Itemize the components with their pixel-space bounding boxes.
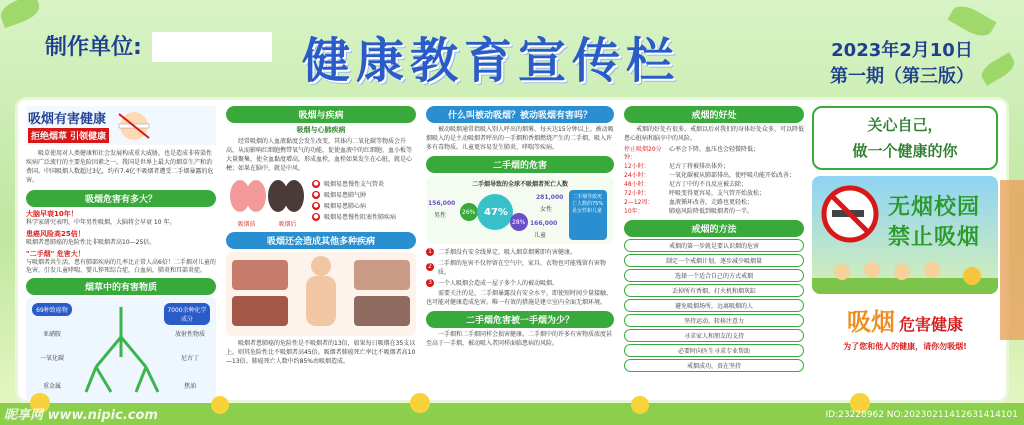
- column-secondhand: [426, 106, 614, 394]
- column-quitting: [624, 106, 804, 394]
- bullet-icon: ●: [313, 201, 319, 209]
- list-item: 戒烟的第一步就是要认识烟的危害: [624, 239, 804, 252]
- list-item: 2—12周： 血液循环改善，走路也更轻松；: [624, 199, 754, 206]
- bullet-icon: 1: [426, 248, 434, 256]
- column-harm: [26, 106, 216, 394]
- stat-label-female: 女性: [540, 206, 553, 213]
- lung-comparison: [226, 177, 308, 228]
- no-smoking-hand-icon: [113, 110, 155, 142]
- heart-lung-text: 经常吸烟的人血液黏度会发生改变，其体内二氧化碳等物质会升高，从而影响红细胞携带氧气的功能，促使血液中的红细胞、血小板等大量聚集，使全血黏度增高，形成血栓，血栓如果发生在心脏，就是心梗；如果在脑中，就是中风。: [226, 138, 413, 172]
- substance-label: 一氧化碳: [39, 355, 64, 362]
- list-item: [26, 230, 216, 247]
- bottom-slogan-big: 吸烟: [846, 308, 895, 336]
- intro-text: 吸草使用对人类健康和社会发展构成重大威胁，也是造成非传染性疾病广泛流行的主要危险因素之一。我国是世界上最大的烟草生产和消费国。中国吸烟人数超过3亿，约有7.4亿不吸烟者遭受二手烟暴露的危害。: [26, 150, 214, 184]
- lung-cancer-text: 吸烟者患肺癌的危险性是不吸烟者的13倍，如果每日吸烟在35支以上，则其危险性比不吸烟者高45倍。吸烟者肺癌死亡率比不吸烟者高10—13倍。肺癌死亡人数中约85%由吸烟造成。: [226, 340, 416, 365]
- no-smoking-banner: [812, 176, 998, 294]
- list-item: [26, 250, 216, 275]
- bullet-icon: ●: [313, 179, 319, 187]
- list-item: 10年： 肺癌风险降低到吸烟者的一半。: [624, 208, 754, 215]
- quit-benefits-text: 戒烟的好处有很多，戒烟以后对我们的身体好处众多，可以降低患心脏病和脑卒中的风险。: [624, 126, 805, 142]
- disease-heading: 吸烟与疾病: [226, 106, 416, 123]
- passive-smoking-text: 被动吸烟通常指吸入别人呼出的烟雾，每天达15分钟以上。被动吸烟吸入的是主动吸烟者呼出的一手烟和香烟燃烧产生的二手烟，吸入许多有毒物质。儿童更容易发生肺炎、哮喘等疾病。: [426, 126, 614, 151]
- safety-text: 需要关注的是，二手烟暴露没有安全水平，即使短时间少量接触，也可能对健康造成危害。唯一有效的措施是建立室内全面无烟环境。: [426, 290, 613, 306]
- firsthand-heading: 二手烟危害被一手烟为少？: [426, 311, 614, 328]
- stat-value-children: 166,000: [530, 220, 558, 227]
- secondhand-stats: [426, 176, 614, 244]
- stat-value-male: 156,000: [428, 200, 456, 207]
- slogan-line-1: 关心自己，: [867, 116, 943, 134]
- slogan-box: [812, 106, 998, 170]
- secondhand-items: [426, 247, 614, 287]
- bullet-icon: ●: [313, 212, 319, 220]
- list-item: 选择一个适合自己的方式戒烟: [624, 269, 804, 282]
- page-title: 健康教育宣传栏: [302, 33, 681, 89]
- leaf-decoration: [947, 0, 996, 41]
- secondhand-harm-heading: 二手烟的危害: [426, 156, 614, 173]
- harm-item-title: 大脑早衰10年！: [26, 210, 78, 218]
- substance-label: 放射性物质: [174, 331, 205, 338]
- list-item: ● 吸烟易患慢性支气管炎: [313, 179, 385, 188]
- stat-label-children: 儿童: [534, 232, 547, 239]
- banner-line-1: 无烟校园: [888, 195, 981, 220]
- org-label: 制作单位:: [45, 35, 142, 60]
- harm-list: [26, 210, 216, 275]
- harm-item-title: 患癌风险高25倍！: [26, 230, 85, 238]
- pct-47: 47%: [484, 207, 508, 218]
- substances-heading: 烟草中的有害物质: [26, 278, 216, 295]
- issue-info: [830, 38, 974, 90]
- issue-number: 第一期（第三版）: [830, 66, 974, 87]
- quit-timeline: [624, 146, 804, 216]
- hero-title: 吸烟有害健康 拒绝烟草 引领健康: [28, 108, 109, 143]
- list-item: 坚持运动，转移注意力: [624, 314, 804, 327]
- bottom-slogan-rest: 危害健康: [898, 315, 963, 334]
- harm-item-desc: 科学家研究表明，中年男性吸烟，大脑将会早衰 10 年。: [26, 219, 176, 226]
- list-item: 丢掉所有香烟、打火机和烟灰缸: [624, 284, 804, 297]
- list-item: 避免吸烟场所，远离吸烟的人: [624, 299, 804, 312]
- bottom-slogan-sub: 为了您和他人的健康，请你勿吸烟!: [843, 342, 967, 351]
- bullet-icon: ●: [313, 190, 319, 198]
- lung-after-label: 吸烟后: [278, 221, 297, 228]
- list-item: [26, 210, 216, 227]
- bullet-icon: 3: [426, 279, 434, 287]
- column-slogan: [812, 106, 998, 394]
- list-item: 72小时： 呼吸变得更容易，支气管开始放松；: [624, 190, 766, 197]
- watermark-left: 昵享网 www.nipic.com: [4, 408, 158, 423]
- bottom-slogan: [812, 302, 998, 352]
- stat-label-male: 男性: [434, 212, 447, 219]
- list-item: 3 一个人吸烟会造成一屋子多个人的被动吸烟。: [426, 278, 614, 287]
- substance-label: 亚硝胺: [42, 331, 61, 338]
- list-item: ● 吸烟易患肺心病: [313, 201, 367, 210]
- list-item: ● 吸烟易患肺气肿: [313, 190, 367, 199]
- substance-label: 7000余种化学成分: [164, 303, 210, 325]
- substance-label: 焦油: [183, 383, 196, 390]
- stats-title: 二手烟导致的全球不吸烟者死亡人数: [471, 181, 568, 188]
- list-item: 1 二手烟没有安全线界定，吸入烟草烟雾即有害健康。: [426, 247, 614, 256]
- children-flowers-icon: [812, 258, 998, 294]
- quit-methods-list: [624, 239, 804, 372]
- banner-line-2: 禁止吸烟: [888, 225, 981, 250]
- leaf-decoration: [978, 52, 1018, 86]
- list-item: 制定一个戒烟计划，逐步减少吸烟量: [624, 254, 804, 267]
- passive-smoking-heading: 什么叫被动吸烟？被动吸烟有害吗？: [426, 106, 614, 123]
- firsthand-text: 一手烟和二手烟同样会损害健康。二手烟中的许多有害物质浓度甚至高于一手烟，被动吸入者同样面临患病的风险。: [426, 331, 613, 347]
- stat-value-female: 281,000: [536, 194, 564, 201]
- bullet-icon: 2: [428, 263, 432, 270]
- list-item: 48小时： 尼古丁中的不良反应被去除；: [624, 181, 748, 188]
- building-decoration: [1000, 180, 1024, 340]
- pct-note: 二手烟导致死亡人数的75%是女性和儿童: [572, 194, 604, 214]
- column-disease: [226, 106, 416, 394]
- list-item: 2 二手烟的危害不仅停留在空气中，家具、衣物也可能残留有害物质。: [428, 260, 606, 276]
- lungs-icon: [226, 177, 308, 215]
- hero-subtitle: 拒绝烟草 引领健康: [28, 128, 109, 143]
- harm-item-desc: 吸烟者患肺癌的危险性比非吸烟者高10—25倍。: [26, 239, 156, 246]
- body-organs-icon: [226, 252, 416, 336]
- list-item: 24小时： 一氧化碳被从肺部排出，使呼吸功能开始改善；: [624, 172, 796, 179]
- disease-list: [312, 177, 416, 228]
- heart-lung-subheading: 吸烟与心肺疾病: [296, 126, 346, 134]
- no-smoking-sign-icon: [820, 184, 880, 244]
- list-item: 戒烟成功，贵在坚持: [624, 359, 804, 372]
- harm-item-desc: 与吸烟者共生活，患有肺部疾病的几率比正常人高6倍！二手烟对儿童的危害，引发儿童哮喘、婴儿猝死综合症，白血病，肺炎和耳部炎症。: [26, 259, 216, 274]
- harm-heading: 吸烟危害有多大？: [26, 190, 216, 207]
- lung-before-label: 吸烟前: [237, 221, 256, 228]
- org-name-blank: [152, 32, 272, 62]
- list-item: ● 吸烟易患慢性阻塞性肺疾病: [313, 212, 397, 221]
- list-item: 寻求家人和朋友的支持: [624, 329, 804, 342]
- bulletin-board: [18, 100, 1006, 400]
- substance-label: 69种致癌物: [32, 303, 72, 316]
- substance-label: 重金属: [42, 383, 61, 390]
- list-item: 12小时： 尼古丁将被排出体外；: [624, 163, 730, 170]
- slogan-line-2: 做一个健康的你: [852, 142, 958, 160]
- quit-benefits-heading: 戒烟的好处: [624, 106, 804, 123]
- harm-item-title: "二手烟" 危害大！: [26, 250, 85, 258]
- body-organs-diagram: [226, 252, 416, 336]
- other-diseases-heading: 吸烟还会造成其他多种疾病: [226, 232, 416, 249]
- pct-28: 28%: [512, 219, 526, 226]
- issue-date: 2023年2月10日: [831, 40, 973, 61]
- substance-label: 尼古丁: [180, 355, 199, 362]
- quit-methods-heading: 戒烟的方法: [624, 220, 804, 237]
- pct-26: 26%: [462, 209, 476, 216]
- watermark-right: ID:23228962 NO:20230211412631414101: [825, 410, 1018, 420]
- list-item: 停止吸烟20分钟： 心率会下降，血压也会轻微降低；: [624, 146, 760, 161]
- list-item: 必要时向医生寻求专业帮助: [624, 344, 804, 357]
- leaf-decoration: [0, 0, 43, 28]
